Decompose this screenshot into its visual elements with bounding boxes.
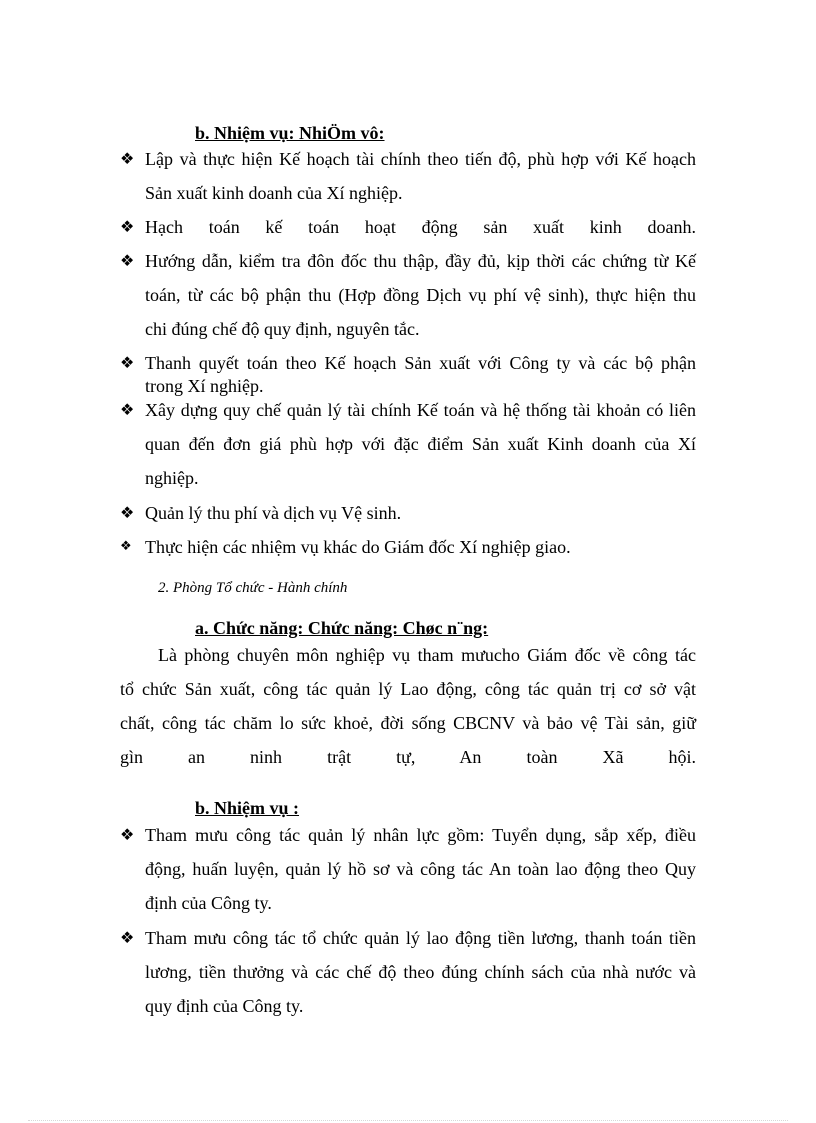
section-title-organization: 2. Phòng Tổ chức - Hành chính bbox=[158, 580, 348, 596]
duty-item-4-line-2: trong Xí nghiệp. bbox=[145, 376, 264, 396]
duty-item-5-line-1: Xây dựng quy chế quản lý tài chính Kế toán và hệ thống tài khoản có liên bbox=[145, 400, 696, 420]
bullet-icon: ❖ bbox=[120, 149, 135, 168]
org-duty-1-line-3: định của Công ty. bbox=[145, 893, 272, 913]
duty-item-2-line-1: Hạch toán kế toán hoạt động sản xuất kinh doanh. bbox=[145, 217, 696, 237]
duty-item-1-line-2: Sản xuất kinh doanh của Xí nghiệp. bbox=[145, 183, 403, 203]
duty-item-1-line-1: Lập và thực hiện Kế hoạch tài chính theo tiến độ, phù hợp với Kế hoạch bbox=[145, 149, 696, 169]
duty-item-3-line-3: chi đúng chế độ quy định, nguyên tắc. bbox=[145, 319, 420, 339]
bullet-icon: ❖ bbox=[120, 503, 135, 522]
duty-item-6-line-1: Quản lý thu phí và dịch vụ Vệ sinh. bbox=[145, 503, 402, 523]
org-duty-2-line-2: lương, tiền thưởng và các chế độ theo đúng chính sách của nhà nước và bbox=[145, 962, 696, 982]
bullet-icon: ❖ bbox=[120, 539, 132, 554]
duty-item-7-line-1: Thực hiện các nhiệm vụ khác do Giám đốc Xí nghiệp giao. bbox=[145, 537, 571, 557]
function-para-line-1: Là phòng chuyên môn nghiệp vụ tham mưucho Giám đốc về công tác bbox=[158, 645, 696, 665]
org-duty-2-line-3: quy định của Công ty. bbox=[145, 996, 304, 1016]
function-para-line-4: gìn an ninh trật tự, An toàn Xã hội. bbox=[120, 747, 696, 767]
org-duty-2-line-1: Tham mưu công tác tổ chức quản lý lao động tiền lương, thanh toán tiền bbox=[145, 928, 696, 948]
duty-item-5-line-3: nghiệp. bbox=[145, 468, 199, 488]
page-bottom-border bbox=[28, 1120, 788, 1121]
org-duty-1-line-1: Tham mưu công tác quản lý nhân lực gồm: Tuyển dụng, sắp xếp, điều bbox=[145, 825, 696, 845]
function-para-line-3: chất, công tác chăm lo sức khoẻ, đời sống CBCNV và bảo vệ Tài sản, giữ bbox=[120, 713, 696, 733]
duty-item-3-line-2: toán, từ các bộ phận thu (Hợp đồng Dịch vụ phí vệ sinh), thực hiện thu bbox=[145, 285, 696, 305]
function-para-line-2: tổ chức Sản xuất, công tác quản lý Lao động, công tác quản trị cơ sở vật bbox=[120, 679, 696, 699]
bullet-icon: ❖ bbox=[120, 928, 135, 947]
duty-heading-accounting: b. Nhiệm vụ: NhiÖm vô: bbox=[195, 123, 385, 143]
function-heading: a. Chức năng: Chức năng: Chøc n¨ng: bbox=[195, 618, 489, 638]
bullet-icon: ❖ bbox=[120, 217, 135, 236]
bullet-icon: ❖ bbox=[120, 251, 135, 270]
duty-heading-organization: b. Nhiệm vụ : bbox=[195, 798, 300, 818]
bullet-icon: ❖ bbox=[120, 400, 135, 419]
duty-item-3-line-1: Hướng dẫn, kiểm tra đôn đốc thu thập, đầy đủ, kịp thời các chứng từ Kế bbox=[145, 251, 696, 271]
duty-item-5-line-2: quan đến đơn giá phù hợp với đặc điểm Sản xuất Kinh doanh của Xí bbox=[145, 434, 696, 454]
bullet-icon: ❖ bbox=[120, 353, 135, 372]
bullet-icon: ❖ bbox=[120, 825, 135, 844]
org-duty-1-line-2: động, huấn luyện, quản lý hồ sơ và công tác An toàn lao động theo Quy bbox=[145, 859, 696, 879]
duty-item-4-line-1: Thanh quyết toán theo Kế hoạch Sản xuất với Công ty và các bộ phận bbox=[145, 353, 696, 373]
